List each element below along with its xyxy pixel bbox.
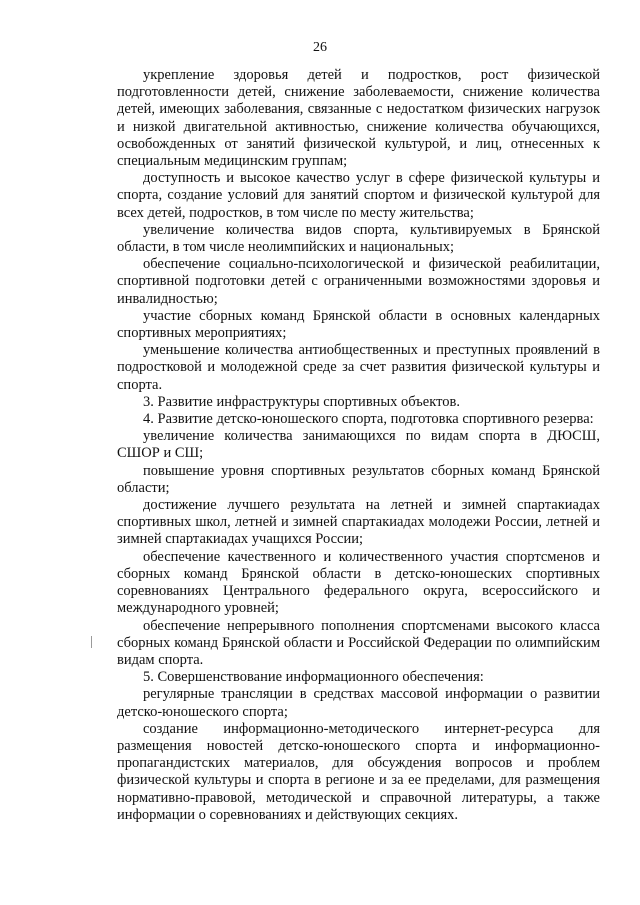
margin-mark [91,636,92,648]
paragraph: регулярные трансляции в средствах массовой информации о развитии детско-юношеского спорта; [117,686,600,720]
page-number: 26 [313,40,327,55]
paragraph: увеличение количества занимающихся по видам спорта в ДЮСШ, СШОР и СШ; [117,428,600,462]
paragraph: достижение лучшего результата на летней и зимней спартакиадах спортивных школ, летней и зимней спартакиадах молодежи России, летней и зимней спартакиадах учащихся России; [117,497,600,548]
paragraph: повышение уровня спортивных результатов сборных команд Брянской области; [117,462,600,496]
paragraph: обеспечение непрерывного пополнения спортсменами высокого класса сборных команд Брянской области и Российской Федерации по олимпийским видам спорта. [117,617,600,668]
paragraph: создание информационно-методического интернет-ресурса для размещения новостей детско-юношеского спорта и информационно-пропагандистских материалов, для обсуждения вопросов и проблем физической культуры и спорта в регионе и за ее пределами, для размещения нормативно-правовой, методической и справочной литературы, а также информации о соревнованиях и действующих секциях. [117,720,600,823]
paragraph: 3. Развитие инфраструктуры спортивных объектов. [143,393,460,410]
paragraph: доступность и высокое качество услуг в сфере физической культуры и спорта, создание условий для занятий спортом и физической культурой для всех детей, подростков, в том числе по месту жительства; [117,170,600,221]
body-text [117,67,600,824]
paragraph: обеспечение социально-психологической и физической реабилитации, спортивной подготовки детей с ограниченными возможностями здоровья и инвалидностью; [117,256,600,307]
paragraph: уменьшение количества антиобщественных и преступных проявлений в подростковой и молодежной среде за счет развития физической культуры и спорта. [117,342,600,393]
paragraph: обеспечение качественного и количественного участия спортсменов и сборных команд Брянской области в детско-юношеских спортивных соревнованиях Центрального федерального округа, всероссийского и международного уровней; [117,548,600,617]
paragraph: 5. Совершенствование информационного обеспечения: [143,669,484,686]
paragraph: укрепление здоровья детей и подростков, рост физической подготовленности детей, снижение заболеваемости, снижение количества детей, имеющих заболевания, связанные с недостатком физических нагрузок и низкой двигательной активностью, снижение количества обучающихся, освобожденных от занятий физической культурой, и лиц, отнесенных к специальным медицинским группам; [117,67,600,170]
paragraph: 4. Развитие детско-юношеского спорта, подготовка спортивного резерва: [143,411,594,428]
paragraph: участие сборных команд Брянской области в основных календарных спортивных мероприятиях; [117,307,600,342]
paragraph: увеличение количества видов спорта, культивируемых в Брянской области, в том числе неолимпийских и национальных; [117,221,600,256]
